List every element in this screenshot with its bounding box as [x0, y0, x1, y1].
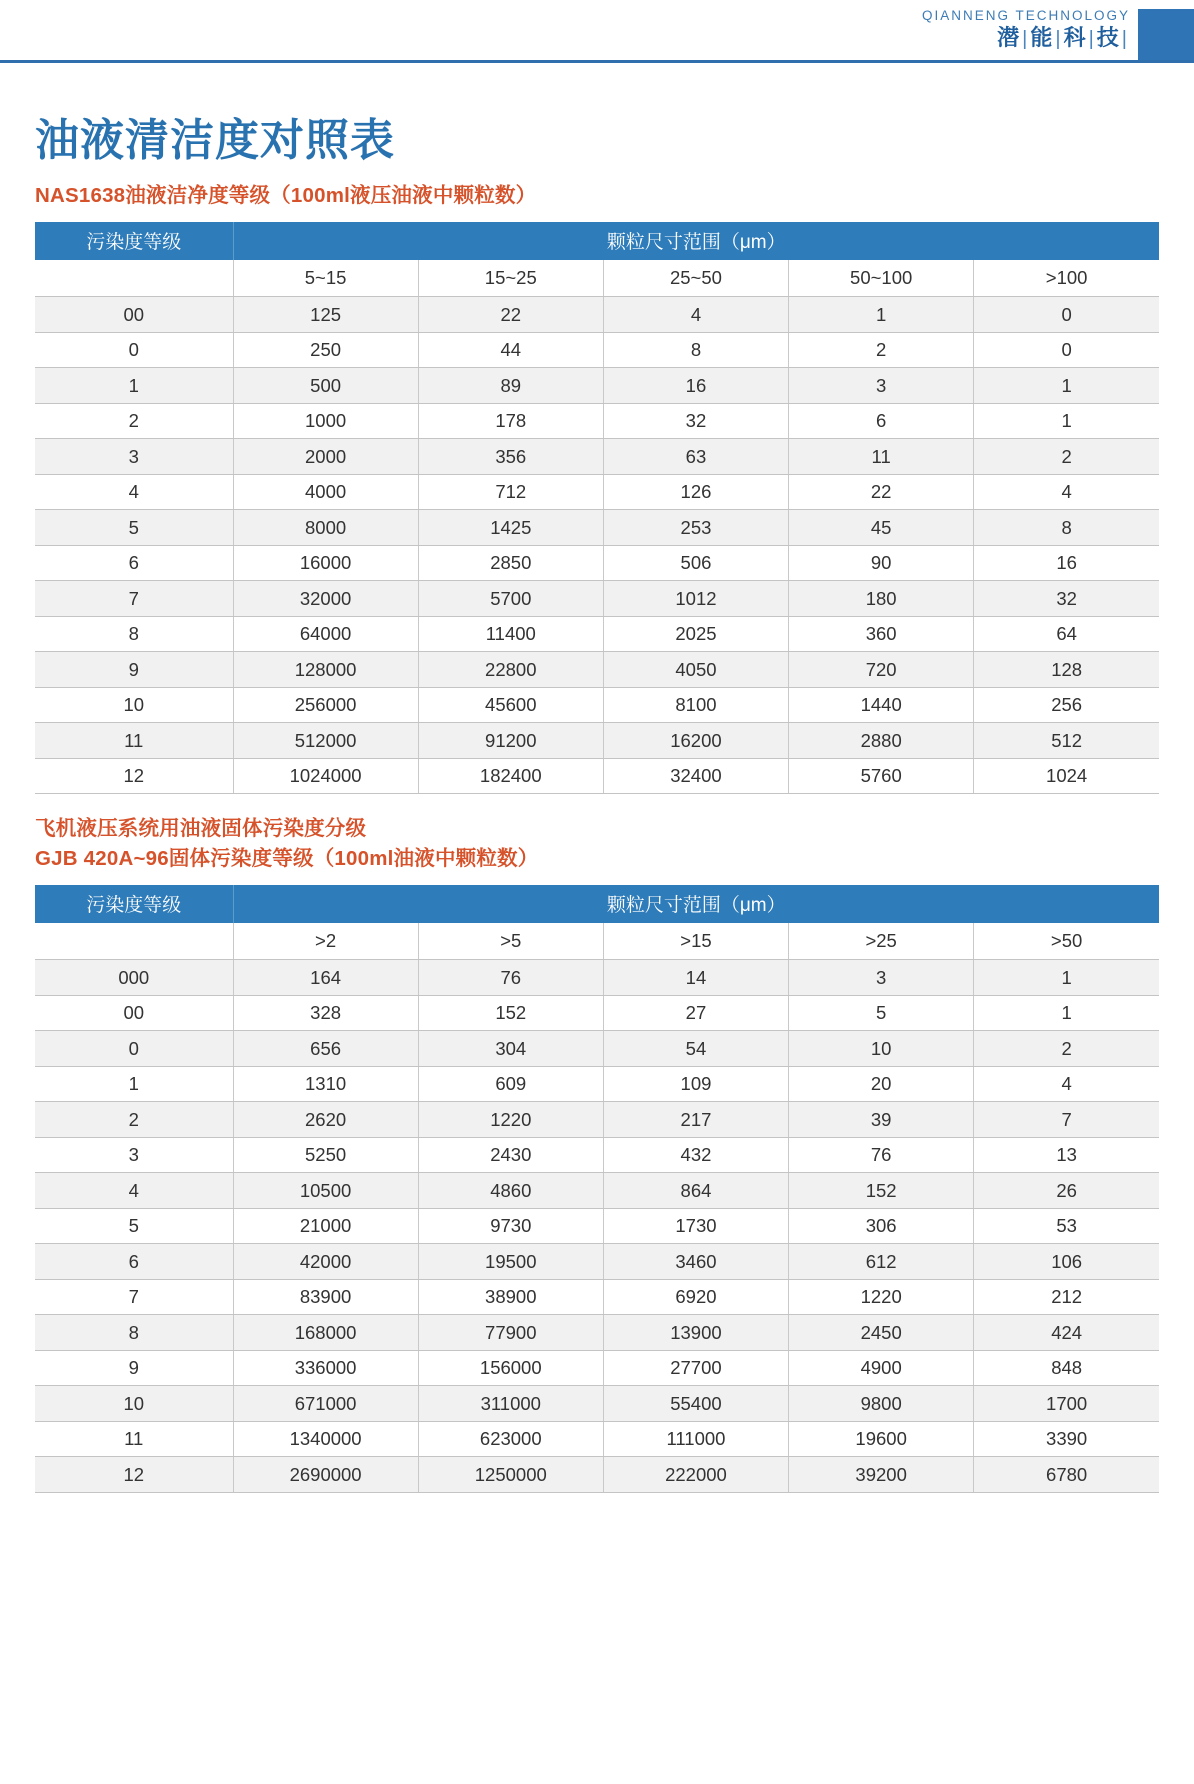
nas1638-col-header-0: 5~15	[233, 260, 418, 297]
nas1638-value-cell: 712	[418, 474, 603, 510]
nas1638-value-cell: 128	[974, 652, 1159, 688]
gjb420a-value-cell: 83900	[233, 1279, 418, 1315]
gjb420a-value-cell: 76	[789, 1137, 974, 1173]
gjb420a-value-cell: 864	[603, 1173, 788, 1209]
gjb420a-grade-cell: 1	[35, 1066, 233, 1102]
nas1638-table-body	[35, 297, 1159, 794]
nas1638-value-cell: 8000	[233, 510, 418, 546]
gjb420a-grade-cell: 00	[35, 995, 233, 1031]
nas1638-grade-cell: 3	[35, 439, 233, 475]
gjb420a-value-cell: 848	[974, 1350, 1159, 1386]
nas1638-value-cell: 3	[789, 368, 974, 404]
gjb420a-value-cell: 222000	[603, 1457, 788, 1493]
nas1638-value-cell: 4	[974, 474, 1159, 510]
nas1638-value-cell: 256	[974, 687, 1159, 723]
nas1638-value-cell: 253	[603, 510, 788, 546]
nas1638-value-cell: 5760	[789, 758, 974, 794]
nas1638-value-cell: 1	[974, 403, 1159, 439]
nas1638-value-cell: 5700	[418, 581, 603, 617]
gjb420a-value-cell: 1310	[233, 1066, 418, 1102]
nas1638-grade-cell: 11	[35, 723, 233, 759]
gjb420a-subheader-row	[35, 923, 1159, 960]
nas1638-grade-cell: 1	[35, 368, 233, 404]
gjb420a-value-cell: 3390	[974, 1421, 1159, 1457]
gjb420a-col-header-0: >2	[233, 923, 418, 960]
nas1638-value-cell: 356	[418, 439, 603, 475]
gjb420a-value-cell: 217	[603, 1102, 788, 1138]
gjb420a-value-cell: 6920	[603, 1279, 788, 1315]
gjb420a-grade-cell: 000	[35, 960, 233, 996]
gjb420a-value-cell: 76	[418, 960, 603, 996]
table-row	[35, 1244, 1159, 1280]
gjb420a-table	[35, 885, 1159, 1493]
nas1638-value-cell: 45600	[418, 687, 603, 723]
nas1638-value-cell: 1425	[418, 510, 603, 546]
nas1638-value-cell: 8	[974, 510, 1159, 546]
nas1638-value-cell: 22800	[418, 652, 603, 688]
nas1638-value-cell: 32400	[603, 758, 788, 794]
gjb420a-grade-cell: 3	[35, 1137, 233, 1173]
gjb420a-value-cell: 2620	[233, 1102, 418, 1138]
gjb420a-value-cell: 77900	[418, 1315, 603, 1351]
nas1638-value-cell: 126	[603, 474, 788, 510]
company-logo	[922, 0, 1194, 60]
gjb420a-value-cell: 13900	[603, 1315, 788, 1351]
nas1638-value-cell: 360	[789, 616, 974, 652]
page-header	[0, 0, 1194, 66]
nas1638-header-size-range: 颗粒尺寸范围（μm）	[233, 222, 1159, 260]
gjb420a-value-cell: 609	[418, 1066, 603, 1102]
table-row	[35, 616, 1159, 652]
gjb420a-value-cell: 1340000	[233, 1421, 418, 1457]
nas1638-value-cell: 6	[789, 403, 974, 439]
nas1638-col-header-1: 15~25	[418, 260, 603, 297]
gjb420a-value-cell: 156000	[418, 1350, 603, 1386]
gjb420a-col-header-2: >15	[603, 923, 788, 960]
gjb420a-value-cell: 2450	[789, 1315, 974, 1351]
nas1638-grade-cell: 6	[35, 545, 233, 581]
logo-separator-1: |	[1022, 27, 1029, 50]
logo-text-block	[922, 0, 1138, 60]
logo-char-2: 能	[1030, 24, 1054, 50]
gjb420a-value-cell: 432	[603, 1137, 788, 1173]
nas1638-value-cell: 22	[418, 297, 603, 333]
nas1638-value-cell: 256000	[233, 687, 418, 723]
gjb420a-value-cell: 9800	[789, 1386, 974, 1422]
gjb420a-value-cell: 212	[974, 1279, 1159, 1315]
nas1638-value-cell: 1	[974, 368, 1159, 404]
nas1638-value-cell: 16	[603, 368, 788, 404]
nas1638-value-cell: 1440	[789, 687, 974, 723]
table-row	[35, 1208, 1159, 1244]
nas1638-value-cell: 16	[974, 545, 1159, 581]
gjb420a-grade-cell: 10	[35, 1386, 233, 1422]
gjb420a-value-cell: 2	[974, 1031, 1159, 1067]
nas1638-value-cell: 11	[789, 439, 974, 475]
nas1638-header-row	[35, 222, 1159, 260]
nas1638-value-cell: 125	[233, 297, 418, 333]
nas1638-value-cell: 32	[603, 403, 788, 439]
gjb420a-value-cell: 152	[418, 995, 603, 1031]
nas1638-value-cell: 178	[418, 403, 603, 439]
gjb420a-value-cell: 27700	[603, 1350, 788, 1386]
page-title: 油液清洁度对照表	[35, 116, 395, 165]
gjb420a-value-cell: 19500	[418, 1244, 603, 1280]
section2-subtitle	[35, 814, 1159, 873]
gjb420a-header-row	[35, 885, 1159, 923]
table-row	[35, 960, 1159, 996]
gjb420a-value-cell: 164	[233, 960, 418, 996]
gjb420a-value-cell: 3460	[603, 1244, 788, 1280]
gjb420a-value-cell: 4900	[789, 1350, 974, 1386]
nas1638-value-cell: 720	[789, 652, 974, 688]
section2-subtitle-line2: GJB 420A~96固体污染度等级（100ml油液中颗粒数）	[35, 847, 539, 871]
gjb420a-value-cell: 1	[974, 960, 1159, 996]
nas1638-value-cell: 500	[233, 368, 418, 404]
nas1638-value-cell: 8	[603, 332, 788, 368]
gjb420a-value-cell: 623000	[418, 1421, 603, 1457]
gjb420a-value-cell: 2430	[418, 1137, 603, 1173]
gjb420a-value-cell: 306	[789, 1208, 974, 1244]
gjb420a-value-cell: 109	[603, 1066, 788, 1102]
table-row	[35, 1386, 1159, 1422]
gjb420a-value-cell: 168000	[233, 1315, 418, 1351]
gjb420a-table-head	[35, 885, 1159, 960]
logo-char-1: 潜	[997, 24, 1021, 50]
gjb420a-grade-cell: 5	[35, 1208, 233, 1244]
nas1638-grade-cell: 9	[35, 652, 233, 688]
nas1638-value-cell: 2000	[233, 439, 418, 475]
table-row	[35, 1102, 1159, 1138]
nas1638-col-header-4: >100	[974, 260, 1159, 297]
nas1638-col-header-3: 50~100	[789, 260, 974, 297]
table-row	[35, 1031, 1159, 1067]
gjb420a-value-cell: 4860	[418, 1173, 603, 1209]
gjb420a-value-cell: 39	[789, 1102, 974, 1138]
nas1638-value-cell: 16200	[603, 723, 788, 759]
gjb420a-value-cell: 1	[974, 995, 1159, 1031]
table-row	[35, 1173, 1159, 1209]
table-row	[35, 1457, 1159, 1493]
gjb420a-value-cell: 55400	[603, 1386, 788, 1422]
nas1638-value-cell: 32	[974, 581, 1159, 617]
nas1638-value-cell: 64	[974, 616, 1159, 652]
nas1638-value-cell: 1024	[974, 758, 1159, 794]
section2-subtitle-line1: 飞机液压系统用油液固体污染度分级	[35, 817, 367, 841]
nas1638-value-cell: 4000	[233, 474, 418, 510]
gjb420a-value-cell: 5250	[233, 1137, 418, 1173]
nas1638-value-cell: 2	[974, 439, 1159, 475]
nas1638-col-header-2: 25~50	[603, 260, 788, 297]
gjb420a-grade-cell: 9	[35, 1350, 233, 1386]
table-row	[35, 439, 1159, 475]
nas1638-value-cell: 512	[974, 723, 1159, 759]
gjb420a-value-cell: 14	[603, 960, 788, 996]
gjb420a-value-cell: 7	[974, 1102, 1159, 1138]
nas1638-grade-cell: 5	[35, 510, 233, 546]
nas1638-value-cell: 2850	[418, 545, 603, 581]
gjb420a-subheader-blank	[35, 923, 233, 960]
gjb420a-grade-cell: 6	[35, 1244, 233, 1280]
gjb420a-value-cell: 1250000	[418, 1457, 603, 1493]
nas1638-grade-cell: 2	[35, 403, 233, 439]
nas1638-value-cell: 32000	[233, 581, 418, 617]
gjb420a-value-cell: 311000	[418, 1386, 603, 1422]
gjb420a-value-cell: 111000	[603, 1421, 788, 1457]
gjb420a-grade-cell: 0	[35, 1031, 233, 1067]
logo-separator-4: |	[1121, 27, 1128, 50]
gjb420a-value-cell: 19600	[789, 1421, 974, 1457]
gjb420a-value-cell: 10500	[233, 1173, 418, 1209]
page-content	[0, 118, 1194, 1493]
nas1638-value-cell: 0	[974, 332, 1159, 368]
gjb420a-value-cell: 1220	[418, 1102, 603, 1138]
nas1638-value-cell: 182400	[418, 758, 603, 794]
gjb420a-value-cell: 328	[233, 995, 418, 1031]
nas1638-value-cell: 11400	[418, 616, 603, 652]
gjb420a-value-cell: 1730	[603, 1208, 788, 1244]
nas1638-value-cell: 1024000	[233, 758, 418, 794]
nas1638-value-cell: 2880	[789, 723, 974, 759]
section1-subtitle: NAS1638油液洁净度等级（100ml液压油液中颗粒数）	[35, 184, 537, 208]
nas1638-value-cell: 63	[603, 439, 788, 475]
gjb420a-grade-cell: 12	[35, 1457, 233, 1493]
gjb420a-value-cell: 42000	[233, 1244, 418, 1280]
nas1638-value-cell: 91200	[418, 723, 603, 759]
gjb420a-value-cell: 26	[974, 1173, 1159, 1209]
table-row	[35, 545, 1159, 581]
gjb420a-value-cell: 336000	[233, 1350, 418, 1386]
gjb420a-value-cell: 3	[789, 960, 974, 996]
nas1638-value-cell: 1000	[233, 403, 418, 439]
table-row	[35, 995, 1159, 1031]
nas1638-value-cell: 22	[789, 474, 974, 510]
gjb420a-value-cell: 27	[603, 995, 788, 1031]
table-row	[35, 581, 1159, 617]
gjb420a-value-cell: 424	[974, 1315, 1159, 1351]
nas1638-grade-cell: 4	[35, 474, 233, 510]
logo-blue-block	[1138, 9, 1194, 60]
gjb420a-value-cell: 304	[418, 1031, 603, 1067]
gjb420a-grade-cell: 11	[35, 1421, 233, 1457]
gjb420a-value-cell: 6780	[974, 1457, 1159, 1493]
nas1638-value-cell: 45	[789, 510, 974, 546]
gjb420a-value-cell: 1700	[974, 1386, 1159, 1422]
gjb420a-value-cell: 13	[974, 1137, 1159, 1173]
nas1638-value-cell: 4	[603, 297, 788, 333]
gjb420a-col-header-4: >50	[974, 923, 1159, 960]
gjb420a-value-cell: 106	[974, 1244, 1159, 1280]
table-row	[35, 1066, 1159, 1102]
nas1638-value-cell: 2	[789, 332, 974, 368]
gjb420a-value-cell: 54	[603, 1031, 788, 1067]
gjb420a-grade-cell: 4	[35, 1173, 233, 1209]
nas1638-grade-cell: 12	[35, 758, 233, 794]
gjb420a-table-body	[35, 960, 1159, 1493]
nas1638-header-grade: 污染度等级	[35, 222, 233, 260]
gjb420a-col-header-3: >25	[789, 923, 974, 960]
nas1638-value-cell: 16000	[233, 545, 418, 581]
table-row	[35, 1421, 1159, 1457]
table-row	[35, 652, 1159, 688]
header-divider-rule	[0, 60, 1194, 63]
nas1638-value-cell: 0	[974, 297, 1159, 333]
gjb420a-value-cell: 4	[974, 1066, 1159, 1102]
logo-char-4: 技	[1096, 24, 1120, 50]
gjb420a-value-cell: 39200	[789, 1457, 974, 1493]
gjb420a-value-cell: 612	[789, 1244, 974, 1280]
table-row	[35, 1350, 1159, 1386]
table-row	[35, 1315, 1159, 1351]
nas1638-grade-cell: 0	[35, 332, 233, 368]
nas1638-value-cell: 512000	[233, 723, 418, 759]
nas1638-value-cell: 8100	[603, 687, 788, 723]
gjb420a-grade-cell: 2	[35, 1102, 233, 1138]
nas1638-value-cell: 89	[418, 368, 603, 404]
table-row	[35, 332, 1159, 368]
gjb420a-value-cell: 2690000	[233, 1457, 418, 1493]
nas1638-value-cell: 44	[418, 332, 603, 368]
gjb420a-value-cell: 9730	[418, 1208, 603, 1244]
nas1638-grade-cell: 8	[35, 616, 233, 652]
logo-separator-3: |	[1088, 27, 1095, 50]
gjb420a-value-cell: 656	[233, 1031, 418, 1067]
nas1638-grade-cell: 10	[35, 687, 233, 723]
nas1638-value-cell: 1	[789, 297, 974, 333]
gjb420a-value-cell: 152	[789, 1173, 974, 1209]
nas1638-value-cell: 2025	[603, 616, 788, 652]
nas1638-table	[35, 222, 1159, 795]
gjb420a-grade-cell: 8	[35, 1315, 233, 1351]
nas1638-value-cell: 180	[789, 581, 974, 617]
gjb420a-grade-cell: 7	[35, 1279, 233, 1315]
nas1638-table-head	[35, 222, 1159, 297]
logo-char-3: 科	[1063, 24, 1087, 50]
nas1638-value-cell: 4050	[603, 652, 788, 688]
logo-english-name: QIANNENG TECHNOLOGY	[921, 8, 1130, 24]
table-row	[35, 687, 1159, 723]
gjb420a-value-cell: 671000	[233, 1386, 418, 1422]
table-row	[35, 1279, 1159, 1315]
nas1638-grade-cell: 00	[35, 297, 233, 333]
gjb420a-col-header-1: >5	[418, 923, 603, 960]
gjb420a-value-cell: 5	[789, 995, 974, 1031]
nas1638-grade-cell: 7	[35, 581, 233, 617]
nas1638-value-cell: 1012	[603, 581, 788, 617]
gjb420a-header-size-range: 颗粒尺寸范围（μm）	[233, 885, 1159, 923]
table-row	[35, 510, 1159, 546]
table-row	[35, 368, 1159, 404]
gjb420a-header-grade: 污染度等级	[35, 885, 233, 923]
table-row	[35, 758, 1159, 794]
gjb420a-value-cell: 10	[789, 1031, 974, 1067]
gjb420a-value-cell: 21000	[233, 1208, 418, 1244]
table-row	[35, 297, 1159, 333]
gjb420a-value-cell: 38900	[418, 1279, 603, 1315]
table-row	[35, 474, 1159, 510]
nas1638-value-cell: 506	[603, 545, 788, 581]
logo-separator-2: |	[1055, 27, 1062, 50]
table-row	[35, 723, 1159, 759]
table-row	[35, 1137, 1159, 1173]
nas1638-subheader-row	[35, 260, 1159, 297]
nas1638-subheader-blank	[35, 260, 233, 297]
nas1638-value-cell: 250	[233, 332, 418, 368]
table-row	[35, 403, 1159, 439]
gjb420a-value-cell: 53	[974, 1208, 1159, 1244]
nas1638-value-cell: 64000	[233, 616, 418, 652]
logo-chinese-name	[997, 25, 1130, 51]
nas1638-value-cell: 90	[789, 545, 974, 581]
gjb420a-value-cell: 1220	[789, 1279, 974, 1315]
gjb420a-value-cell: 20	[789, 1066, 974, 1102]
nas1638-value-cell: 128000	[233, 652, 418, 688]
